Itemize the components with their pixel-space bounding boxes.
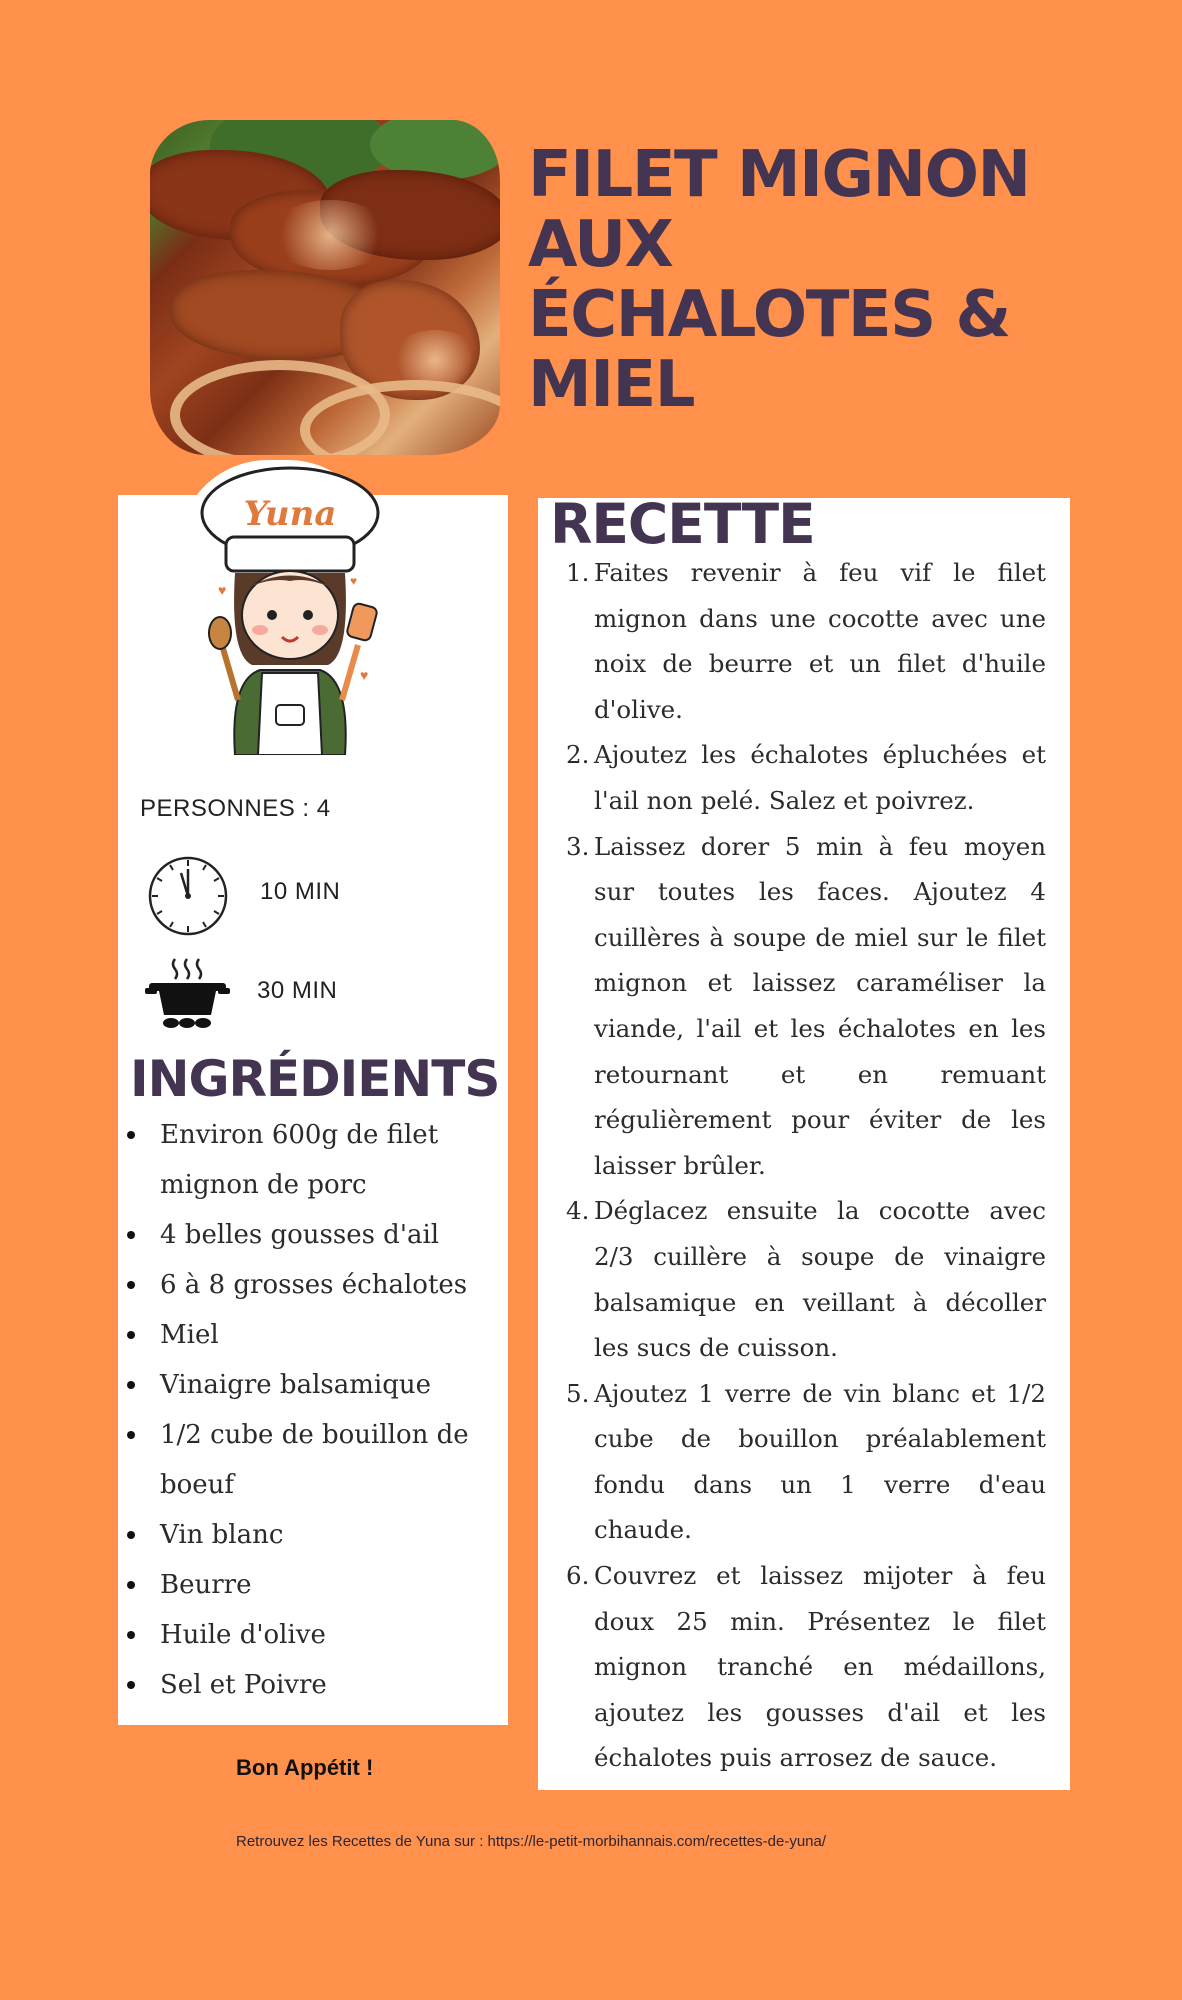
ingredients-heading: INGRÉDIENTS <box>130 1050 500 1108</box>
cook-time: 30 MIN <box>257 977 338 1004</box>
ingredient-item: Vin blanc <box>125 1510 495 1560</box>
svg-text:Yuna: Yuna <box>243 494 337 534</box>
ingredient-item: Huile d'olive <box>125 1610 495 1660</box>
svg-text:♥: ♥ <box>218 582 227 598</box>
ingredient-item: Environ 600g de filet mignon de porc <box>125 1110 495 1210</box>
bon-appetit-text: Bon Appétit ! <box>236 1755 374 1780</box>
prep-time: 10 MIN <box>260 878 341 905</box>
svg-text:♥: ♥ <box>360 667 369 683</box>
recipe-step: 5. Ajoutez 1 verre de vin blanc et 1/2 cube de bouillon préalablement fondu dans un 1 verre d'eau chaude. <box>566 1378 1046 1545</box>
recipe-step: 4. Déglacez ensuite la cocotte avec 2/3 cuillère à soupe de vinaigre balsamique en veillant à décoller les sucs de cuisson. <box>566 1196 1046 1363</box>
svg-text:♥: ♥ <box>350 574 358 588</box>
ingredient-item: 1/2 cube de bouillon de boeuf <box>125 1410 495 1510</box>
recipe-step: 2. Ajoutez les échalotes épluchées et l'ail non pelé. Salez et poivrez. <box>566 740 1046 815</box>
ingredient-item: Beurre <box>125 1560 495 1610</box>
ingredient-item: 4 belles gousses d'ail <box>125 1210 495 1260</box>
clock-icon <box>147 855 229 937</box>
servings-label: PERSONNES : 4 <box>140 795 331 822</box>
ingredient-item: Sel et Poivre <box>125 1660 495 1710</box>
recipe-title: FILET MIGNON AUX ÉCHALOTES & MIEL <box>528 138 1030 422</box>
cooking-pot-icon <box>145 955 230 1030</box>
ingredient-item: Miel <box>125 1310 495 1360</box>
recipe-step: 1. Faites revenir à feu vif le filet mignon dans une cocotte avec une noix de beurre et un filet d'huile d'olive. <box>566 558 1046 724</box>
recipe-steps-list <box>566 550 1046 1781</box>
chef-mascot-logo <box>190 465 390 755</box>
recipe-heading: RECETTE <box>550 492 815 556</box>
footer-link-text: Retrouvez les Recettes de Yuna sur : https://le-petit-morbihannais.com/recettes-de-yuna/ <box>236 1833 827 1850</box>
ingredient-item: 6 à 8 grosses échalotes <box>125 1260 495 1310</box>
ingredient-item: Vinaigre balsamique <box>125 1360 495 1410</box>
dish-photo <box>150 120 500 455</box>
recipe-step: 6. Couvrez et laissez mijoter à feu doux 25 min. Présentez le filet mignon tranché en médaillons, ajoutez les gousses d'ail et les échalotes puis arrosez de sauce. <box>566 1561 1046 1773</box>
recipe-step: 3. Laissez dorer 5 min à feu moyen sur toutes les faces. Ajoutez 4 cuillères à soupe de miel sur le filet mignon et laissez caraméliser la viande, l'ail et les échalotes en les retournant et en remuant régulièrement pour éviter de les laisser brûler. <box>566 831 1046 1180</box>
ingredients-list <box>125 1110 495 1710</box>
